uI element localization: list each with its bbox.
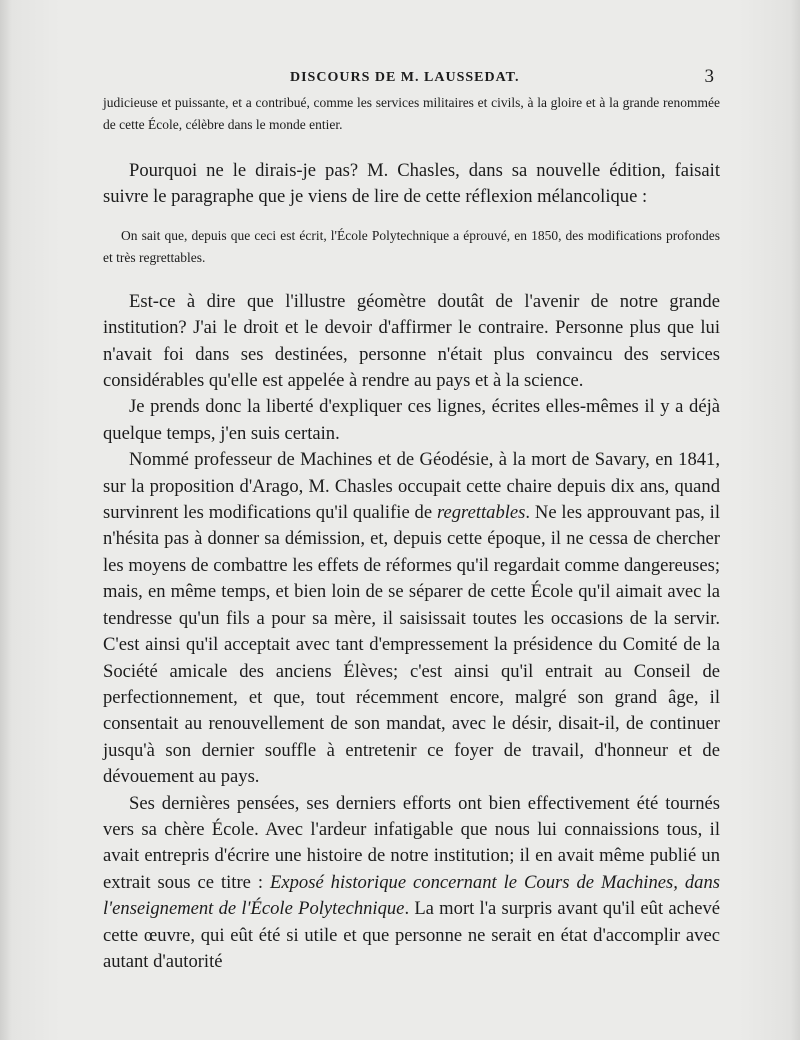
paragraph-5 [103,791,720,976]
paragraph-4-text-a: Nommé professeur de Machines et de Géodésie, à la mort de Savary, en 1841, sur la proposition d'Arago, M. Chasles occupait cette chaire depuis dix ans, quand survinrent les modifications qu'il qualifie de [103,449,720,524]
paragraph-4 [103,447,720,790]
paragraph-3: Je prends donc la liberté d'expliquer ces lignes, écrites elles-mêmes il y a déjà quelque temps, j'en suis certain. [103,396,720,444]
paragraph-5-text-a: Ses dernières pensées, ses derniers efforts ont bien effectivement été tournés vers sa chère École. Avec l'ardeur infatigable que nous lui connaissions tous, il avait entrepris d'écrire une histoire de notre institution; il en avait même publié un extrait sous ce titre : [103,792,720,893]
paragraph-1: Pourquoi ne le dirais-je pas? M. Chasles, dans sa nouvelle édition, faisait suivre le paragraphe que je viens de lire de cette réflexion mélancolique : [103,160,720,208]
running-title: DISCOURS DE M. LAUSSEDAT. [290,70,520,85]
quotation: On sait que, depuis que ceci est écrit, l'École Polytechnique a éprouvé, en 1850, des modifications profondes et très regrettables. [103,227,720,265]
paragraph-2: Est-ce à dire que l'illustre géomètre doutât de l'avenir de notre grande institution? J'ai le droit et le devoir d'affirmer le contraire. Personne plus que lui n'avait foi dans ses destinées, personne n'était plus convaincu des services considérables qu'elle est appelée à rendre au pays et à la science. [103,290,720,392]
paragraph-4-italic: regrettables [436,502,526,524]
page-header [103,68,714,92]
paragraph-5-italic: Exposé historique concernant le Cours de Machines, dans l'enseignement de l'École Polytechnique [103,871,720,920]
paragraph-continuation: judicieuse et puissante, et a contribué, comme les services militaires et civils, à la gloire et à la grande renommée de cette École, célèbre dans le monde entier. [103,95,720,132]
paragraph-5-text-b: . La mort l'a surpris avant qu'il eût achevé cette œuvre, qui eût été si utile et que personne ne serait en état d'accomplir avec autant d'autorité [103,898,720,972]
page-number: 3 [704,66,714,87]
paragraph-4-text-b: . Ne les approuvant pas, il n'hésita pas à donner sa démission, et, depuis cette époque, il ne cessa de chercher les moyens de combattre les effets de réformes qu'il regardait comme dangereuses; mais, en même temps, et bien loin de se séparer de cette École qu'il aimait avec la tendresse qu'un fils a pour sa mère, il saisissait toutes les occasions de la servir. C'est ainsi qu'il acceptait avec tant d'empressement la présidence du Comité de la Société amicale des anciens Élèves; c'est ainsi qu'il entrait au Conseil de perfectionnement, et que, tout récemment encore, malgré son grand âge, il consentait au renouvellement de son mandat, avec le désir, disait-il, de continuer jusqu'à son dernier souffle à entretenir ce foyer de travail, d'honneur et de dévouement au pays. [103,502,720,788]
body-text [103,92,720,975]
